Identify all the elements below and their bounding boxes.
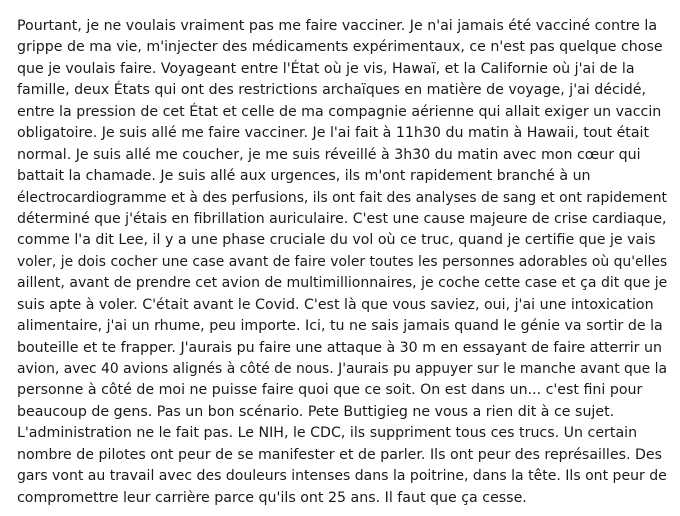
document-body	[17, 16, 667, 509]
text-line: famille, deux États qui ont des restrictions archaïques en matière de voyage, j'ai décidé,	[17, 82, 646, 99]
text-line: suis apte à voler. C'était avant le Covid. C'est là que vous saviez, oui, j'ai une intoxication	[17, 296, 654, 313]
text-line: nombre de pilotes ont peur de se manifester et de parler. Ils ont peur des représailles. Des	[17, 446, 663, 463]
text-line: voler, je dois cocher une case avant de faire voler toutes les personnes adorables où qu'elles	[17, 253, 668, 270]
text-line: beaucoup de gens. Pas un bon scénario. Pete Buttigieg ne vous a rien dit à ce sujet.	[17, 403, 615, 420]
text-line: déterminé que j'étais en fibrillation auriculaire. C'est une cause majeure de crise cardiaque,	[17, 210, 667, 227]
text-line: normal. Je suis allé me coucher, je me suis réveillé à 3h30 du matin avec mon cœur qui	[17, 146, 641, 163]
text-line: avion, avec 40 avions alignés à côté de nous. J'aurais pu appuyer sur le manche avant que la	[17, 361, 668, 377]
text-line: entre la pression de cet État et celle de ma compagnie aérienne qui allait exiger un vaccin	[17, 103, 662, 120]
text-line: électrocardiogramme et à des perfusions, ils ont fait des analyses de sang et ont rapidement	[17, 189, 668, 206]
text-line: que je voulais faire. Voyageant entre l'État où je vis, Hawaï, et la Californie où j'ai de la	[17, 60, 635, 77]
text-line: comme l'a dit Lee, il y a une phase cruciale du vol où ce truc, quand je certifie que je vais	[17, 232, 656, 249]
text-line: battait la chamade. Je suis allé aux urgences, ils m'ont rapidement branché à un	[17, 168, 591, 185]
text-line: L'administration ne le fait pas. Le NIH, le CDC, ils suppriment tous ces trucs. Un certain	[17, 425, 638, 442]
text-line: Pourtant, je ne voulais vraiment pas me faire vacciner. Je n'ai jamais été vacciné contre la	[17, 18, 658, 34]
text-line: aillent, avant de prendre cet avion de multimillionnaires, je coche cette case et ça dit que je	[17, 275, 668, 292]
text-line: obligatoire. Je suis allé me faire vacciner. Je l'ai fait à 11h30 du matin à Hawaii, tout était	[17, 125, 650, 142]
text-line: gars vont au travail avec des douleurs intenses dans la poitrine, dans la tête. Ils ont peur de	[17, 468, 667, 485]
text-line: bouteille et te frapper. J'aurais pu faire une attaque à 30 m en essayant de faire atterrir un	[17, 339, 663, 356]
text-line: compromettre leur carrière parce qu'ils ont 25 ans. Il faut que ça cesse.	[17, 489, 527, 506]
text-line: grippe de ma vie, m'injecter des médicaments expérimentaux, ce n'est pas quelque chose	[17, 39, 663, 56]
text-line: alimentaire, j'ai un rhume, peu importe. Ici, tu ne sais jamais quand le génie va sortir de la	[17, 318, 663, 335]
text-line: personne à côté de moi ne puisse faire quoi que ce soit. On est dans un... c'est fini pour	[17, 382, 643, 399]
